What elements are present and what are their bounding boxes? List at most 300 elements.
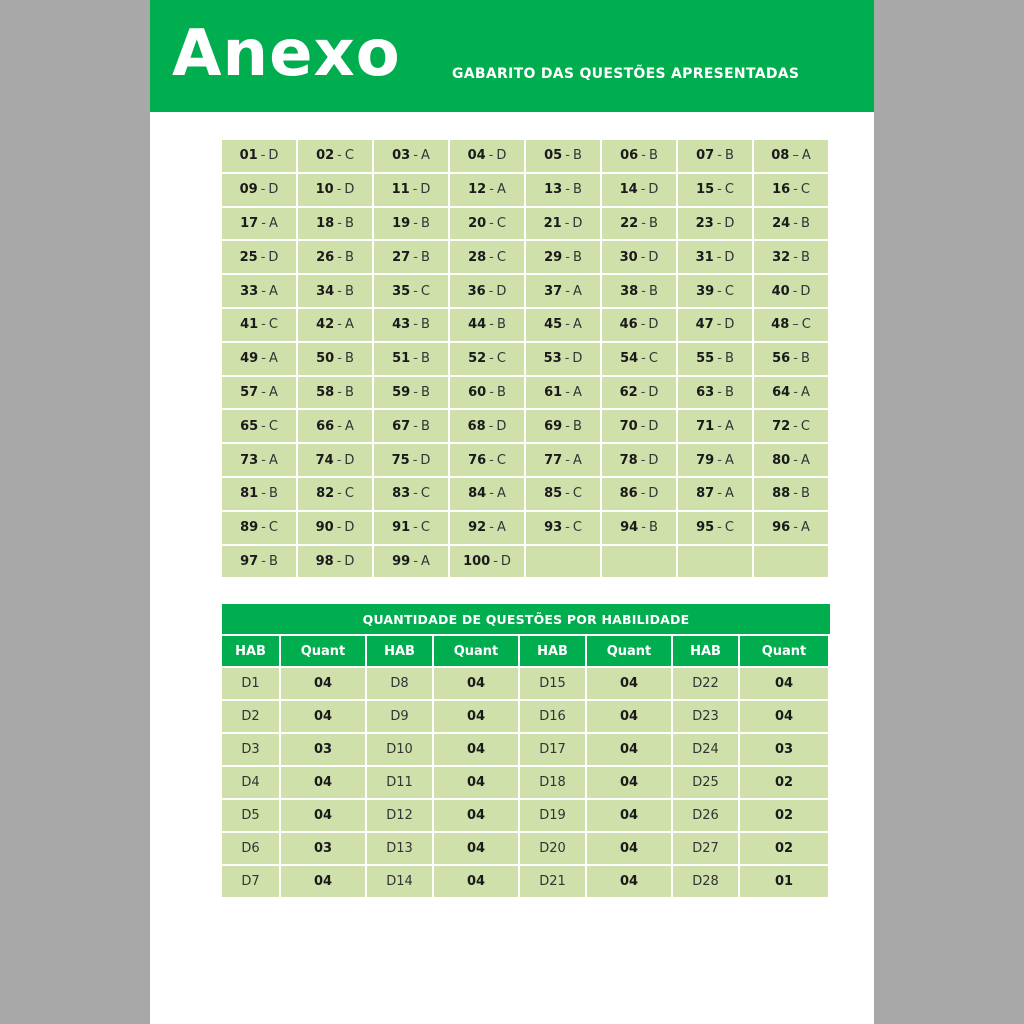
answer-separator: - xyxy=(717,520,722,536)
answer-letter: B xyxy=(724,351,734,367)
answer-separator: - xyxy=(717,148,722,164)
question-number: 05 xyxy=(544,148,563,164)
question-number: 99 xyxy=(392,553,411,569)
answer-cell xyxy=(450,309,526,343)
question-number: 97 xyxy=(240,553,259,569)
answer-separator: - xyxy=(717,418,722,434)
answer-separator: - xyxy=(336,553,342,569)
question-number: 09 xyxy=(239,182,258,198)
question-number: 13 xyxy=(544,182,563,198)
question-number: 72 xyxy=(772,418,791,434)
answer-letter: A xyxy=(268,215,278,231)
answer-cell xyxy=(678,444,754,478)
answer-letter: B xyxy=(496,384,506,400)
answer-cell xyxy=(222,478,298,512)
answer-cell xyxy=(374,140,450,174)
question-number: 69 xyxy=(544,418,563,434)
answer-cell xyxy=(222,174,298,208)
skill-code: D17 xyxy=(520,734,587,767)
answer-cell xyxy=(526,410,602,444)
question-number: 60 xyxy=(468,384,487,400)
question-number: 67 xyxy=(392,418,411,434)
answer-cell xyxy=(754,241,830,275)
answer-cell xyxy=(222,546,298,580)
question-number: 47 xyxy=(695,317,714,333)
answer-cell xyxy=(374,241,450,275)
skill-code: D23 xyxy=(673,701,740,734)
question-number: 45 xyxy=(544,317,563,333)
answer-letter: A xyxy=(268,351,278,367)
answer-letter: C xyxy=(496,215,506,231)
answer-letter: D xyxy=(420,452,431,468)
answer-letter: A xyxy=(572,283,582,299)
header-banner xyxy=(150,0,874,112)
skill-code: D16 xyxy=(520,701,587,734)
question-count: 01 xyxy=(740,866,830,899)
answer-letter: B xyxy=(420,215,430,231)
answer-separator: - xyxy=(565,182,570,198)
question-number: 03 xyxy=(392,148,411,164)
answer-separator: - xyxy=(337,486,342,502)
question-number: 22 xyxy=(620,215,639,231)
answer-cell xyxy=(754,275,830,309)
answer-cell xyxy=(754,309,830,343)
answer-separator: - xyxy=(717,486,722,502)
answer-key-grid xyxy=(222,140,830,579)
answer-separator: - xyxy=(641,215,646,231)
table-row xyxy=(222,833,830,866)
question-count: 02 xyxy=(740,767,830,800)
answer-letter: D xyxy=(572,351,583,367)
answer-separator: - xyxy=(565,317,570,333)
answer-separator: - xyxy=(641,351,646,367)
answer-separator: - xyxy=(413,520,418,536)
column-header-hab: HAB xyxy=(673,636,740,668)
question-number: 31 xyxy=(695,249,714,265)
answer-letter: D xyxy=(420,182,431,198)
answer-separator: - xyxy=(413,148,418,164)
answer-cell xyxy=(678,275,754,309)
answer-cell-empty xyxy=(678,546,754,580)
question-number: 57 xyxy=(240,384,259,400)
answer-letter: D xyxy=(344,520,355,536)
answer-cell xyxy=(298,512,374,546)
answer-separator: - xyxy=(337,148,342,164)
skills-table-title: QUANTIDADE DE QUESTÕES POR HABILIDADE xyxy=(222,604,830,636)
answer-separator: - xyxy=(489,249,494,265)
question-number: 54 xyxy=(620,351,639,367)
answer-cell xyxy=(678,241,754,275)
answer-cell xyxy=(374,309,450,343)
answer-cell xyxy=(450,444,526,478)
answer-cell xyxy=(678,512,754,546)
answer-letter: C xyxy=(724,182,734,198)
question-number: 85 xyxy=(544,486,563,502)
answer-separator: - xyxy=(565,418,570,434)
question-count: 04 xyxy=(434,701,520,734)
answer-cell xyxy=(222,275,298,309)
question-number: 49 xyxy=(240,351,259,367)
answer-separator: - xyxy=(641,283,646,299)
question-count: 04 xyxy=(281,800,367,833)
answer-separator: - xyxy=(716,317,722,333)
answer-separator: – xyxy=(792,148,799,164)
answer-cell xyxy=(298,208,374,242)
answer-cell xyxy=(526,343,602,377)
question-number: 52 xyxy=(468,351,487,367)
answer-letter: B xyxy=(800,351,810,367)
skill-code: D13 xyxy=(367,833,434,866)
answer-separator: - xyxy=(565,520,570,536)
question-number: 11 xyxy=(391,182,410,198)
answer-separator: - xyxy=(717,452,722,468)
answer-cell xyxy=(526,241,602,275)
column-header-quant: Quant xyxy=(740,636,830,668)
skills-table-body xyxy=(222,668,830,899)
skill-code: D3 xyxy=(222,734,281,767)
question-number: 37 xyxy=(544,283,563,299)
skill-code: D18 xyxy=(520,767,587,800)
question-number: 43 xyxy=(392,317,411,333)
question-number: 12 xyxy=(468,182,487,198)
answer-separator: - xyxy=(336,520,342,536)
question-number: 81 xyxy=(240,486,259,502)
answer-letter: A xyxy=(800,520,810,536)
answer-letter: D xyxy=(344,182,355,198)
answer-cell xyxy=(298,275,374,309)
question-number: 41 xyxy=(240,317,259,333)
answer-separator: - xyxy=(640,249,646,265)
answer-cell xyxy=(754,140,830,174)
answer-separator: - xyxy=(261,520,266,536)
answer-letter: C xyxy=(496,452,506,468)
answer-separator: - xyxy=(488,418,494,434)
answer-separator: - xyxy=(413,249,418,265)
answer-separator: - xyxy=(413,384,418,400)
answer-cell xyxy=(450,174,526,208)
question-number: 32 xyxy=(772,249,791,265)
answer-cell xyxy=(450,410,526,444)
question-number: 53 xyxy=(543,351,562,367)
answer-cell xyxy=(222,410,298,444)
answer-cell xyxy=(222,343,298,377)
answer-letter: B xyxy=(268,486,278,502)
skill-code: D10 xyxy=(367,734,434,767)
answer-letter: B xyxy=(800,215,810,231)
question-number: 55 xyxy=(696,351,715,367)
answer-separator: - xyxy=(640,317,646,333)
answer-letter: C xyxy=(268,317,278,333)
answer-letter: B xyxy=(344,215,354,231)
answer-separator: - xyxy=(413,215,418,231)
question-number: 73 xyxy=(240,452,259,468)
answer-letter: A xyxy=(724,452,734,468)
answer-cell xyxy=(602,208,678,242)
answer-separator: - xyxy=(489,520,494,536)
question-count: 03 xyxy=(281,734,367,767)
answer-cell-empty xyxy=(602,546,678,580)
answer-letter: A xyxy=(800,384,810,400)
answer-cell xyxy=(298,377,374,411)
answer-cell xyxy=(754,377,830,411)
answer-cell xyxy=(298,174,374,208)
column-header-hab: HAB xyxy=(520,636,587,668)
answer-letter: B xyxy=(800,486,810,502)
question-number: 07 xyxy=(696,148,715,164)
answer-separator: - xyxy=(716,215,722,231)
skill-code: D5 xyxy=(222,800,281,833)
answer-cell xyxy=(298,410,374,444)
column-header-quant: Quant xyxy=(281,636,367,668)
answer-separator: - xyxy=(337,317,342,333)
answer-letter: B xyxy=(724,148,734,164)
skill-code: D25 xyxy=(673,767,740,800)
answer-separator: - xyxy=(337,283,342,299)
question-number: 80 xyxy=(772,452,791,468)
question-number: 40 xyxy=(771,283,790,299)
question-number: 17 xyxy=(240,215,259,231)
answer-cell xyxy=(526,174,602,208)
table-row xyxy=(222,767,830,800)
question-number: 36 xyxy=(467,283,486,299)
question-number: 75 xyxy=(391,452,410,468)
answer-separator: – xyxy=(792,317,799,333)
answer-letter: B xyxy=(800,249,810,265)
answer-cell xyxy=(450,140,526,174)
question-number: 65 xyxy=(240,418,259,434)
answer-separator: - xyxy=(413,553,418,569)
question-number: 48 xyxy=(771,317,790,333)
question-number: 92 xyxy=(468,520,487,536)
skill-code: D27 xyxy=(673,833,740,866)
answer-cell xyxy=(374,444,450,478)
answer-letter: D xyxy=(496,148,507,164)
answer-cell xyxy=(754,208,830,242)
answer-letter: D xyxy=(648,452,659,468)
answer-separator: - xyxy=(413,317,418,333)
answer-separator: - xyxy=(793,418,798,434)
answer-letter: C xyxy=(420,486,430,502)
question-number: 94 xyxy=(620,520,639,536)
answer-separator: - xyxy=(493,553,498,569)
answer-letter: C xyxy=(800,182,810,198)
answer-cell xyxy=(678,343,754,377)
answer-letter: A xyxy=(724,418,734,434)
question-count: 04 xyxy=(587,734,673,767)
answer-cell xyxy=(754,444,830,478)
answer-separator: - xyxy=(337,249,342,265)
question-number: 42 xyxy=(316,317,335,333)
answer-separator: - xyxy=(261,351,266,367)
question-number: 96 xyxy=(772,520,791,536)
answer-letter: D xyxy=(648,486,659,502)
answer-cell xyxy=(526,377,602,411)
answer-letter: A xyxy=(268,283,278,299)
skills-table-header xyxy=(222,636,830,668)
answer-separator: - xyxy=(793,249,798,265)
question-count: 04 xyxy=(434,833,520,866)
question-number: 58 xyxy=(316,384,335,400)
answer-separator: - xyxy=(565,283,570,299)
answer-separator: - xyxy=(413,486,418,502)
answer-letter: D xyxy=(268,182,279,198)
answer-separator: - xyxy=(565,148,570,164)
question-count: 04 xyxy=(740,701,830,734)
question-count: 04 xyxy=(281,701,367,734)
answer-letter: B xyxy=(420,317,430,333)
question-number: 30 xyxy=(619,249,638,265)
skill-code: D6 xyxy=(222,833,281,866)
answer-separator: - xyxy=(793,215,798,231)
question-count: 04 xyxy=(587,866,673,899)
answer-letter: C xyxy=(572,486,582,502)
question-number: 46 xyxy=(619,317,638,333)
answer-cell xyxy=(374,478,450,512)
answer-letter: C xyxy=(800,418,810,434)
question-count: 04 xyxy=(434,800,520,833)
answer-letter: C xyxy=(724,283,734,299)
answer-separator: - xyxy=(261,283,266,299)
question-number: 95 xyxy=(696,520,715,536)
answer-cell xyxy=(754,478,830,512)
question-number: 79 xyxy=(696,452,715,468)
answer-separator: - xyxy=(717,351,722,367)
question-number: 18 xyxy=(316,215,335,231)
answer-letter: A xyxy=(801,148,811,164)
answer-cell xyxy=(602,309,678,343)
column-header-hab: HAB xyxy=(222,636,281,668)
answer-letter: D xyxy=(648,182,659,198)
answer-letter: C xyxy=(496,351,506,367)
question-number: 74 xyxy=(315,452,334,468)
page-title: Anexo xyxy=(172,17,401,91)
answer-cell xyxy=(602,140,678,174)
answer-cell xyxy=(374,174,450,208)
question-number: 66 xyxy=(316,418,335,434)
answer-separator: - xyxy=(261,486,266,502)
skill-code: D8 xyxy=(367,668,434,701)
answer-cell xyxy=(602,241,678,275)
answer-separator: - xyxy=(716,249,722,265)
skill-code: D15 xyxy=(520,668,587,701)
answer-separator: - xyxy=(337,418,342,434)
answer-separator: - xyxy=(793,486,798,502)
answer-cell xyxy=(602,377,678,411)
question-count: 04 xyxy=(434,767,520,800)
answer-separator: - xyxy=(413,418,418,434)
answer-letter: A xyxy=(496,486,506,502)
question-count: 04 xyxy=(740,668,830,701)
answer-letter: D xyxy=(648,418,659,434)
skill-code: D4 xyxy=(222,767,281,800)
answer-cell xyxy=(754,343,830,377)
answer-letter: C xyxy=(496,249,506,265)
answer-letter: D xyxy=(344,452,355,468)
question-number: 83 xyxy=(392,486,411,502)
answer-letter: D xyxy=(268,148,279,164)
answer-letter: A xyxy=(572,317,582,333)
answer-cell xyxy=(298,444,374,478)
skill-code: D7 xyxy=(222,866,281,899)
answer-cell xyxy=(602,174,678,208)
answer-separator: - xyxy=(564,215,570,231)
question-number: 10 xyxy=(315,182,334,198)
answer-cell xyxy=(298,309,374,343)
answer-letter: D xyxy=(268,249,279,265)
answer-cell xyxy=(450,512,526,546)
question-count: 03 xyxy=(740,734,830,767)
answer-letter: C xyxy=(724,520,734,536)
answer-separator: - xyxy=(565,452,570,468)
answer-letter: A xyxy=(572,452,582,468)
column-header-quant: Quant xyxy=(587,636,673,668)
question-number: 38 xyxy=(620,283,639,299)
answer-separator: - xyxy=(641,148,646,164)
answer-separator: - xyxy=(261,215,266,231)
answer-cell xyxy=(298,546,374,580)
answer-letter: A xyxy=(420,148,430,164)
answer-cell xyxy=(298,140,374,174)
answer-separator: - xyxy=(489,351,494,367)
answer-cell xyxy=(678,140,754,174)
question-number: 20 xyxy=(468,215,487,231)
answer-separator: - xyxy=(717,283,722,299)
answer-separator: - xyxy=(793,452,798,468)
answer-separator: - xyxy=(489,384,494,400)
question-number: 88 xyxy=(772,486,791,502)
table-row xyxy=(222,668,830,701)
question-count: 02 xyxy=(740,833,830,866)
question-number: 76 xyxy=(468,452,487,468)
question-count: 04 xyxy=(434,668,520,701)
question-number: 44 xyxy=(468,317,487,333)
answer-separator: - xyxy=(640,418,646,434)
answer-cell xyxy=(602,512,678,546)
answer-letter: B xyxy=(344,351,354,367)
answer-separator: - xyxy=(261,384,266,400)
answer-cell-empty xyxy=(526,546,602,580)
question-number: 02 xyxy=(316,148,335,164)
question-number: 87 xyxy=(696,486,715,502)
answer-cell xyxy=(602,444,678,478)
answer-cell xyxy=(374,512,450,546)
answer-letter: A xyxy=(800,452,810,468)
question-number: 33 xyxy=(240,283,259,299)
answer-separator: - xyxy=(488,148,494,164)
answer-cell xyxy=(678,377,754,411)
answer-letter: B xyxy=(572,418,582,434)
question-count: 04 xyxy=(281,866,367,899)
answer-letter: C xyxy=(268,418,278,434)
question-number: 77 xyxy=(544,452,563,468)
question-number: 56 xyxy=(772,351,791,367)
question-count: 04 xyxy=(281,668,367,701)
answer-separator: - xyxy=(260,249,266,265)
answer-cell xyxy=(602,478,678,512)
answer-cell xyxy=(298,478,374,512)
answer-cell xyxy=(450,241,526,275)
answer-cell xyxy=(450,343,526,377)
answer-cell xyxy=(754,410,830,444)
answer-cell xyxy=(526,444,602,478)
answer-letter: D xyxy=(648,249,659,265)
answer-separator: - xyxy=(717,182,722,198)
answer-letter: B xyxy=(648,283,658,299)
answer-letter: B xyxy=(420,418,430,434)
answer-letter: A xyxy=(268,452,278,468)
answer-separator: - xyxy=(793,384,798,400)
answer-cell xyxy=(450,275,526,309)
